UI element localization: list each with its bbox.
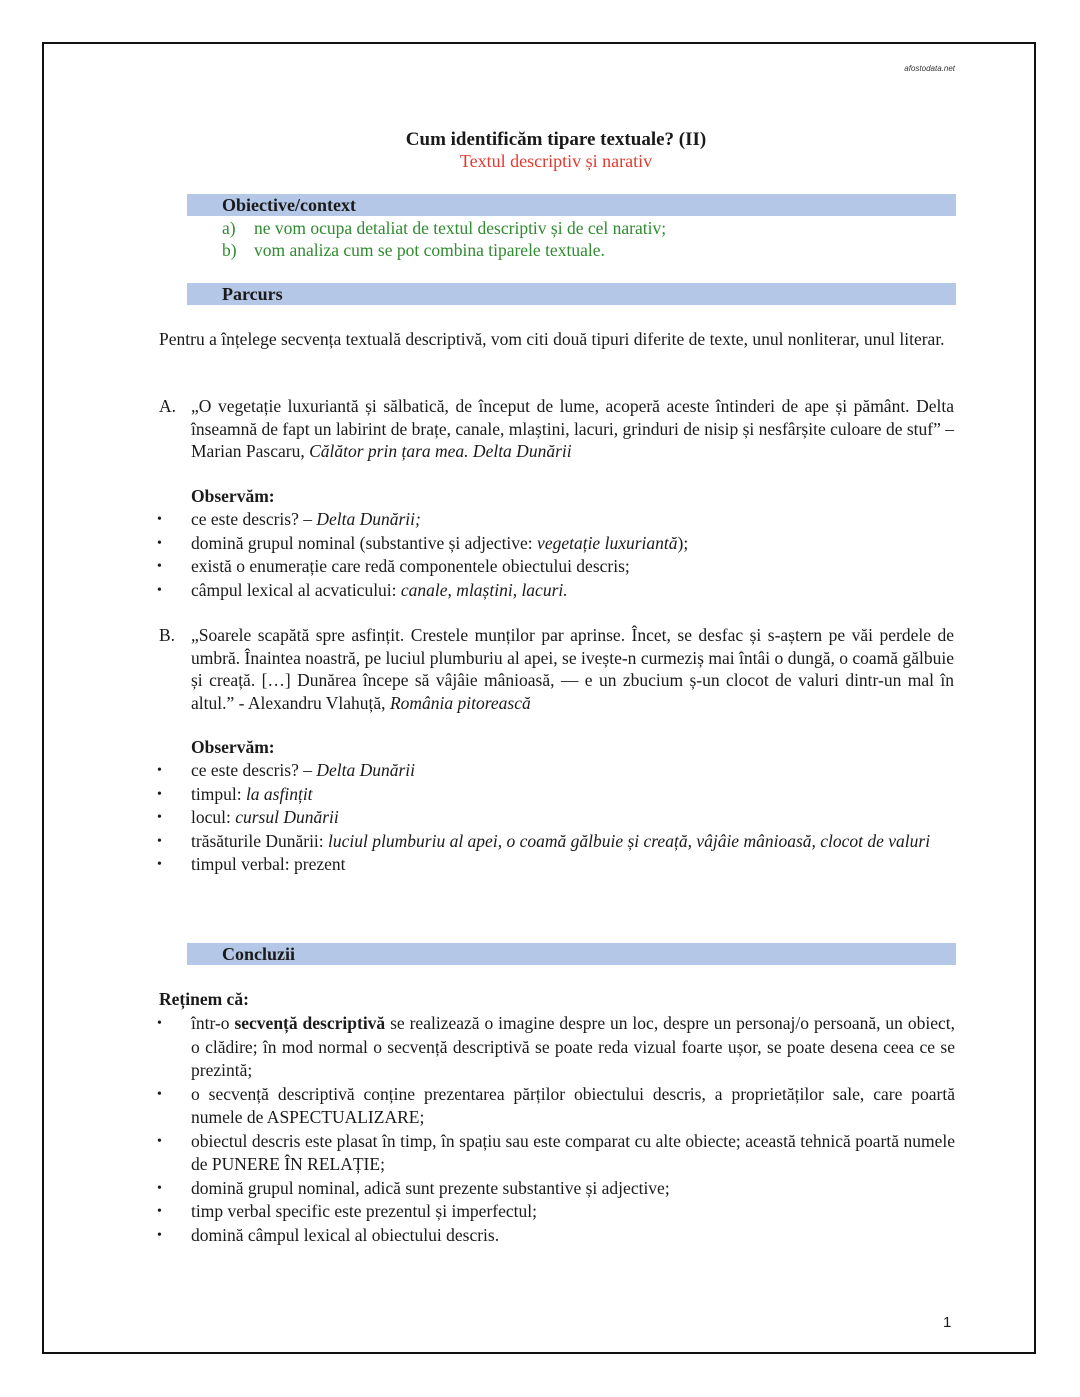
list-item: • ce este descris? – Delta Dunării <box>0 759 955 783</box>
bullet-icon: • <box>157 810 162 825</box>
bullet-icon: • <box>157 786 162 802</box>
bullet-icon: • <box>157 1086 162 1102</box>
page-subtitle: Textul descriptiv și narativ <box>459 151 653 171</box>
bullet-icon: • <box>157 535 162 551</box>
list-item: • domină câmpul lexical al obiectului descris. <box>0 1224 955 1248</box>
bullet-icon: • <box>157 833 162 849</box>
concluzii-heading: Concluzii <box>222 944 296 964</box>
bullet-icon: • <box>157 1180 162 1196</box>
objective-text: ne vom ocupa detaliat de textul descriptiv și de cel narativ; <box>254 218 667 238</box>
list-item: • câmpul lexical al acvaticului: canale, mlaștini, lacuri. <box>0 579 955 603</box>
text-a-quote <box>159 395 954 463</box>
text-b-observations <box>0 759 955 877</box>
text-b-quote <box>159 624 954 714</box>
text-b-observam-heading: Observăm: <box>191 737 275 757</box>
bullet-icon: • <box>157 1016 162 1031</box>
list-item: • timpul verbal: prezent <box>0 853 955 877</box>
watermark: afostodata.net <box>904 64 955 73</box>
bullet-icon: • <box>157 512 162 527</box>
text-b-letter: B. <box>159 625 176 645</box>
list-item: • trăsăturile Dunării: luciul plumburiu al apei, o coamă gălbuie și creață, vâjâie mânioasă, clocot de valuri <box>0 830 955 854</box>
objectives-heading: Obiective/context <box>222 195 356 215</box>
bullet-icon: • <box>157 857 162 872</box>
objective-text: vom analiza cum se pot combina tiparele textuale. <box>254 240 605 260</box>
text-a-source: Călător prin țara mea. Delta Dunării <box>309 441 572 461</box>
list-item: • o secvență descriptivă conține prezentarea părților obiectului descris, a proprietăților sale, care poartă numele de ASPECTUALIZARE; <box>157 1083 955 1127</box>
bullet-icon: • <box>157 559 162 574</box>
objective-item <box>222 239 605 261</box>
text-a-letter: A. <box>159 396 177 416</box>
bullet-icon: • <box>157 1133 162 1149</box>
bullet-icon: • <box>157 1227 162 1243</box>
list-item: • ce este descris? – Delta Dunării; <box>0 508 955 532</box>
list-item: • obiectul descris este plasat în timp, în spațiu sau este comparat cu alte obiecte; această tehnică poartă numele de PUNERE ÎN RELAȚIE; <box>157 1130 955 1174</box>
concluzii-band <box>187 943 956 965</box>
retinem-heading: Reținem că: <box>159 989 249 1009</box>
objectives-band <box>187 194 956 216</box>
list-item: • există o enumerație care redă componentele obiectului descris; <box>0 555 955 579</box>
text-a-observations <box>0 508 955 602</box>
list-item: • timpul: la asfințit <box>0 783 955 807</box>
bullet-icon: • <box>157 582 162 598</box>
parcurs-band <box>187 283 956 305</box>
text-b-source: România pitorească <box>389 692 531 713</box>
list-item: • domină grupul nominal, adică sunt prezente substantive și adjective; <box>0 1177 955 1201</box>
text-a-observam-heading: Observăm: <box>191 486 275 506</box>
list-item: • timp verbal specific este prezentul și imperfectul; <box>0 1200 955 1224</box>
objective-item <box>222 217 666 239</box>
page-number: 1 <box>943 1314 952 1331</box>
list-item: • domină grupul nominal (substantive și adjective: vegetație luxuriantă); <box>0 532 955 556</box>
objective-label: b) <box>222 240 237 260</box>
objective-label: a) <box>222 218 236 238</box>
page-title: Cum identificăm tipare textuale? (II) <box>405 129 707 150</box>
text-b-quote-text: „Soarele scapătă spre asfințit. Crestele munților par aprinse. Încet, se desfac și s-aștern pe văi perdele de umbră. Înaintea noastră, pe luciul plumburiu al apei, se ivește-n curmeziș mai întâi o dungă, o coamă gălbuie și creață. […] Dunărea începe să vâjâie mânioasă, — e un zbucium ș-un clocot de valuri dintr-un mal în altul.” - Alexandru Vlahuță, <box>191 625 954 713</box>
text-a-quote-text: „O vegetație luxuriantă și sălbatică, de început de lume, acoperă aceste întinderi de ape și pământ. Delta înseamnă de fapt un labirint de brațe, canale, mlaștini, lacuri, grinduri de nisip și nesfârșite culoare de stuf” – Marian Pascaru, <box>191 396 954 461</box>
parcurs-intro: Pentru a înțelege secvența textuală descriptivă, vom citi două tipuri diferite de texte, unul nonliterar, unul literar. <box>159 329 945 349</box>
parcurs-heading: Parcurs <box>222 284 283 304</box>
concluzii-list <box>0 1012 955 1247</box>
bullet-icon: • <box>157 1204 162 1219</box>
list-item: • într-o secvență descriptivă se realizează o imagine despre un loc, despre un personaj/o persoană, un obiect, o clădire; în mod normal o secvență descriptivă se poate reda vizual foarte ușor, se poate desena ceea ce se prezintă; <box>157 1013 955 1080</box>
list-item: • locul: cursul Dunării <box>0 806 955 830</box>
bullet-icon: • <box>157 763 162 778</box>
